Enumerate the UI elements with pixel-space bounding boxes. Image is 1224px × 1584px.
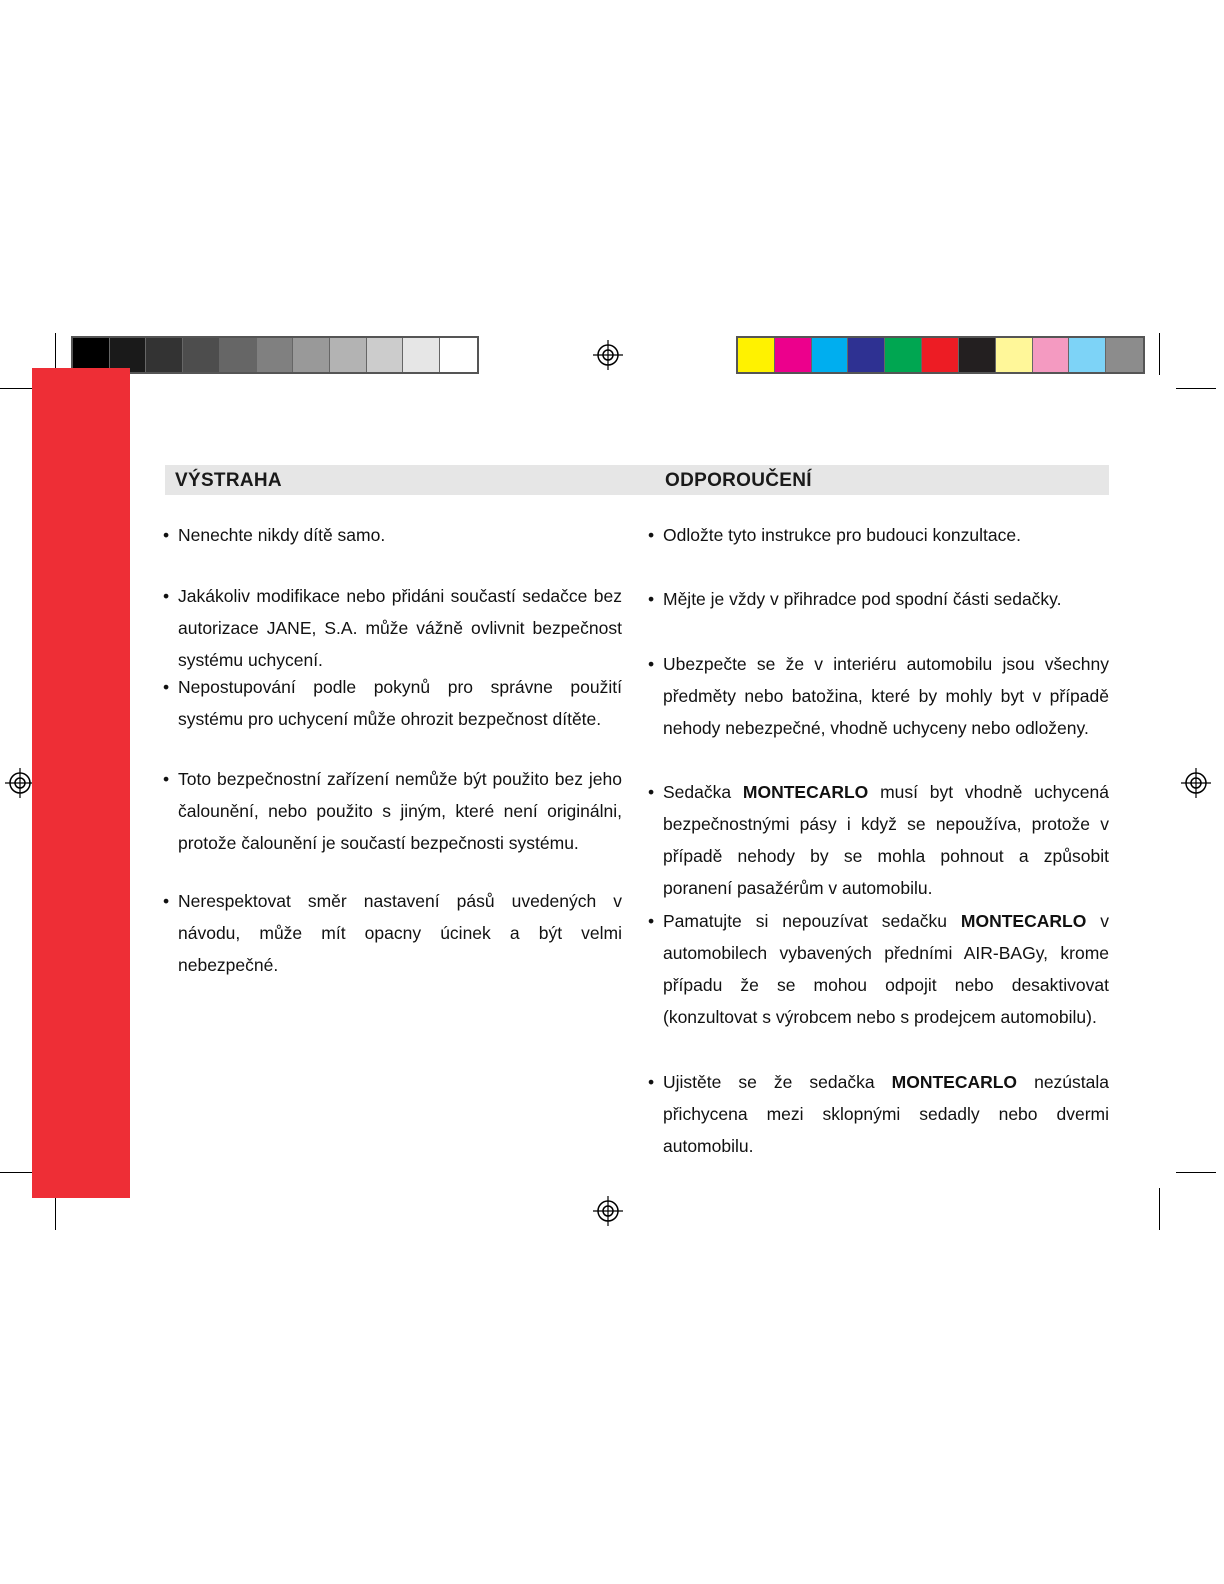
bullet: • (163, 677, 170, 697)
list-item-text-post: nezústala přichycena mezi sklopnými sedadly nebo dvermi automobilu. (663, 1072, 1109, 1156)
color-swatch (1069, 338, 1106, 372)
bullet: • (648, 782, 655, 802)
color-swatch (220, 338, 257, 372)
color-swatch (885, 338, 922, 372)
list-item-text-pre: Pamatujte si nepouzívat sedačku (663, 911, 961, 931)
list-item (648, 519, 1109, 551)
color-swatch (146, 338, 183, 372)
list-item (648, 905, 1109, 1033)
list-item-text: Mějte je vždy v přihradce pod spodní části sedačky. (663, 589, 1062, 609)
list-item (648, 583, 1109, 615)
list-item-text-post: musí byt vhodně uchycená bezpečnostnými pásy i když se nepoužíva, protože v případě nehody by se mohla pohnout a způsobit poranení pasažérům v automobilu. (663, 782, 1110, 898)
bullet: • (648, 1072, 655, 1092)
registration-mark-icon (1181, 768, 1211, 798)
list-item (163, 580, 622, 676)
bullet: • (163, 769, 170, 789)
list-item-text-post: v automobilech vybavených předními AIR-BAGy, krome případu že se mohou odpojit nebo desaktivovat (konzultovat s výrobcem nebo s prodejcem automobilu). (663, 911, 1109, 1027)
bullet: • (163, 525, 170, 545)
list-item (648, 776, 1110, 904)
color-swatch (403, 338, 440, 372)
color-swatch (775, 338, 812, 372)
grayscale-calibration-bar (71, 336, 479, 374)
color-swatch (367, 338, 404, 372)
color-swatch (738, 338, 775, 372)
list-item-text: Nenechte nikdy dítě samo. (178, 525, 386, 545)
color-swatch (183, 338, 220, 372)
color-swatch (73, 338, 110, 372)
crop-mark (1176, 1172, 1216, 1173)
color-swatch (293, 338, 330, 372)
list-item-text: Toto bezpečnostní zařízení nemůže být použito bez jeho čalounění, nebo použito s jiným, které není originálni, protože čalounění je součastí bezpečnosti systému. (178, 769, 622, 853)
registration-mark-icon (593, 340, 623, 370)
color-swatch (110, 338, 147, 372)
crop-mark (1159, 1188, 1160, 1230)
color-swatch (812, 338, 849, 372)
registration-mark-icon (593, 1196, 623, 1226)
list-item-text: Nerespektovat směr nastavení pásů uvedených v návodu, může mít opacny úcinek a být velmi nebezpečné. (178, 891, 622, 975)
list-item-text-pre: Sedačka (663, 782, 743, 802)
list-item (163, 763, 622, 859)
crop-mark (1176, 388, 1216, 389)
color-calibration-bar (736, 336, 1145, 374)
brand-name: MONTECARLO (891, 1072, 1018, 1092)
bullet: • (648, 525, 655, 545)
color-swatch (848, 338, 885, 372)
color-swatch (996, 338, 1033, 372)
list-item-text: Nepostupování podle pokynů pro správne použití systému pro uchycení může ohrozit bezpečnost dítěte. (178, 677, 622, 729)
bullet: • (648, 654, 655, 674)
color-swatch (440, 338, 477, 372)
list-item (163, 671, 622, 735)
color-swatch (257, 338, 294, 372)
list-item (163, 519, 622, 551)
bullet: • (163, 891, 170, 911)
section-header-bar (165, 465, 1109, 495)
list-item-text-pre: Ujistěte se že sedačka (663, 1072, 892, 1092)
recommendation-heading: ODPOROUČENÍ (665, 470, 812, 491)
bullet: • (648, 589, 655, 609)
color-swatch (1033, 338, 1070, 372)
list-item-text: Odložte tyto instrukce pro budouci konzultace. (663, 525, 1021, 545)
bullet: • (648, 911, 655, 931)
bullet: • (163, 586, 170, 606)
list-item (163, 885, 622, 981)
warning-heading: VÝSTRAHA (175, 470, 282, 491)
list-item-text: Ubezpečte se že v interiéru automobilu jsou všechny předměty nebo batožina, které by mohly byt v případě nehody nebezpečné, vhodně uchyceny nebo odloženy. (663, 654, 1109, 738)
brand-name: MONTECARLO (960, 911, 1087, 931)
list-item (648, 648, 1109, 744)
red-side-band (32, 368, 130, 1198)
color-swatch (922, 338, 959, 372)
crop-mark (1159, 333, 1160, 375)
color-swatch (959, 338, 996, 372)
color-swatch (1106, 338, 1143, 372)
list-item (648, 1066, 1109, 1162)
registration-mark-icon (5, 768, 35, 798)
color-swatch (330, 338, 367, 372)
brand-name: MONTECARLO (742, 782, 869, 802)
list-item-text: Jakákoliv modifikace nebo přidáni součastí sedačce bez autorizace JANE, S.A. může vážně ovlivnit bezpečnost systému uchycení. (178, 586, 622, 670)
